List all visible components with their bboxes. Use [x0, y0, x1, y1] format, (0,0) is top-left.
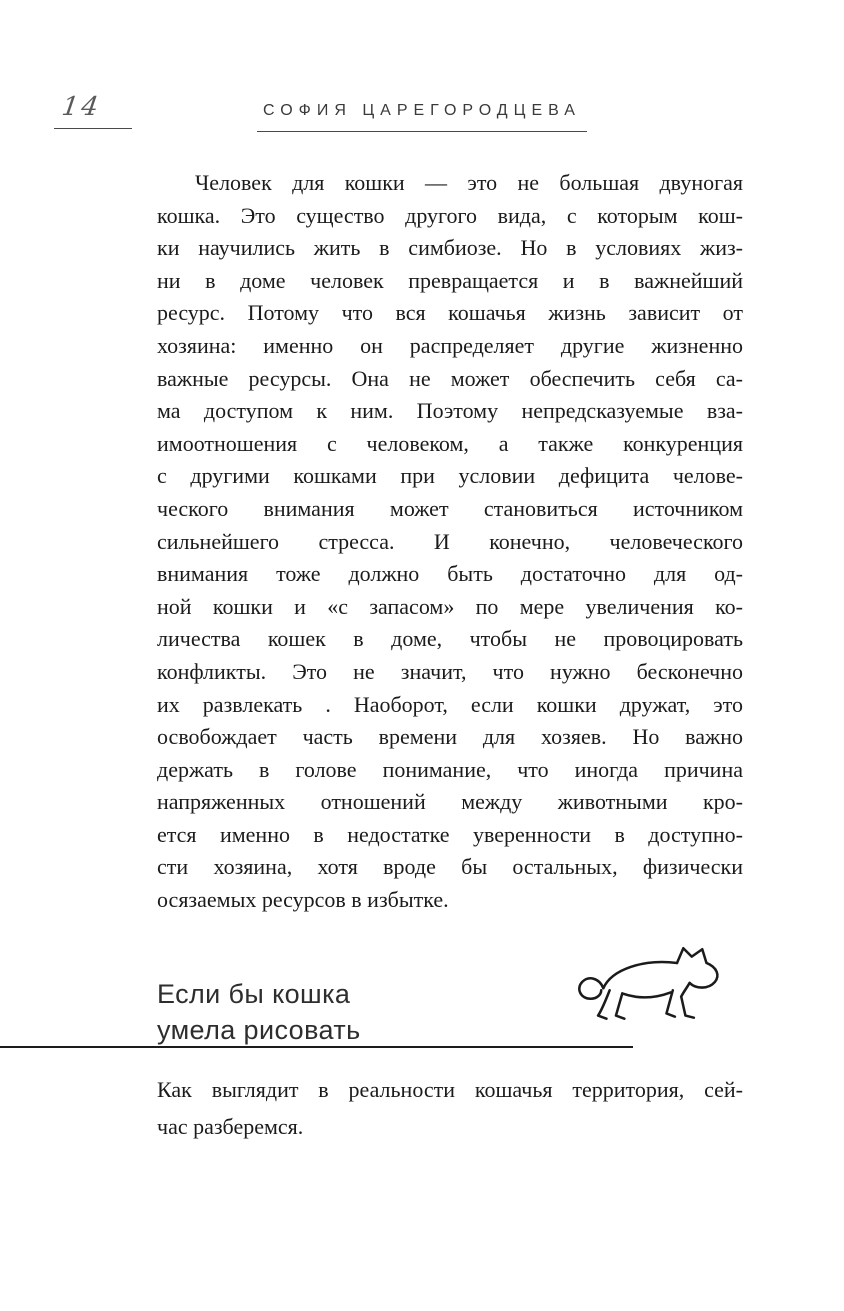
text-line: ной кошки и «с запасом» по мере увеличения ко-: [157, 593, 743, 619]
text-line: ется именно в недостатке уверенности в доступно-: [157, 821, 743, 847]
text-line: важные ресурсы. Она не может обеспечить себя са-: [157, 365, 743, 391]
text-line: с другими кошками при условии дефицита челове-: [157, 463, 743, 489]
text-line: напряженных отношений между животными кро-: [157, 789, 743, 815]
text-line: осязаемых ресурсов в избытке.: [157, 887, 449, 913]
text-line: личества кошек в доме, чтобы не провоцировать: [157, 626, 743, 652]
text-line: имоотношения с человеком, а также конкуренция: [157, 430, 743, 456]
section-divider-rule: [0, 1046, 633, 1048]
section-heading: [157, 976, 361, 1048]
text-line: хозяина: именно он распределяет другие жизненно: [157, 332, 743, 358]
running-header-text: СОФИЯ ЦАРЕГОРОДЦЕВА: [257, 102, 587, 132]
intro-paragraph: [157, 1072, 743, 1145]
text-line: внимания тоже должно быть достаточно для од-: [157, 561, 743, 587]
text-line: ки научились жить в симбиозе. Но в условиях жиз-: [157, 235, 743, 261]
cat-outline-path: [579, 948, 717, 1019]
text-line: час разберемся.: [157, 1113, 304, 1139]
page-number: 14: [59, 92, 104, 122]
text-line: ческого внимания может становиться источником: [157, 495, 743, 521]
text-line: держать в голове понимание, что иногда причина: [157, 756, 743, 782]
text-line: Как выглядит в реальности кошачья территория, сей-: [157, 1077, 743, 1102]
text-line: Человек для кошки — это не большая двуногая: [195, 170, 743, 195]
text-line: кошка. Это существо другого вида, с которым кош-: [157, 202, 743, 228]
text-line: освобождает часть времени для хозяев. Но важно: [157, 724, 743, 750]
section-heading-line-1: Если бы кошка: [157, 979, 351, 1009]
text-line: сильнейшего стресса. И конечно, человеческого: [157, 528, 743, 554]
section-heading-line-2: умела рисовать: [157, 1015, 361, 1045]
text-line: сти хозяина, хотя вроде бы остальных, физически: [157, 854, 743, 880]
text-line: их развлекать . Наоборот, если кошки дружат, это: [157, 691, 743, 717]
main-paragraph: [157, 167, 743, 917]
text-line: конфликты. Это не значит, что нужно бесконечно: [157, 658, 743, 684]
running-header: [0, 102, 844, 132]
cat-line-drawing-icon: [566, 944, 748, 1044]
text-line: ресурс. Потому что вся кошачья жизнь зависит от: [157, 300, 743, 326]
text-line: ма доступом к ним. Поэтому непредсказуемые вза-: [157, 398, 743, 424]
text-line: ни в доме человек превращается и в важнейший: [157, 267, 743, 293]
